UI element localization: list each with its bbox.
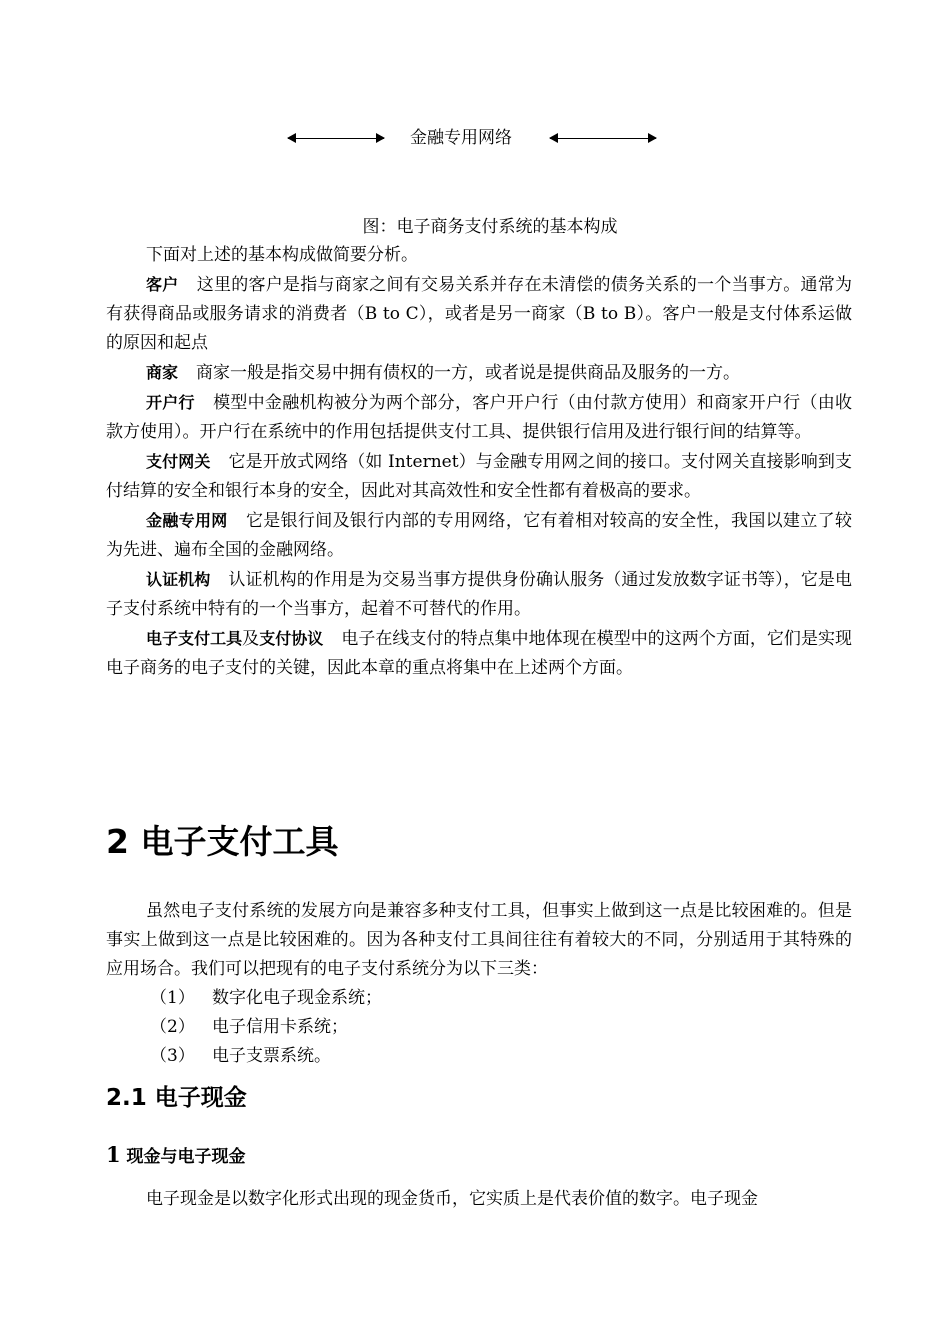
subsubsection-number: 1 <box>106 1142 121 1167</box>
definition-text: 模型中金融机构被分为两个部分，客户开户行（由付款方使用）和商家开户行（由收款方使用）。开户行在系统中的作用包括提供支付工具、提供银行信用及进行银行间的结算等。 <box>106 393 852 442</box>
list-number: （2） <box>150 1017 195 1037</box>
section-paragraph: 虽然电子支付系统的发展方向是兼容多种支付工具，但事实上做到这一点是比较困难的。但是事实上做到这一点是比较困难的。因为各种支付工具间往往有着较大的不同，分别适用于其特殊的应用场合。我们可以把现有的电子支付系统分为以下三类： <box>106 901 852 979</box>
term-label: 金融专用网 <box>146 511 228 530</box>
subsubsection-paragraph: 电子现金是以数字化形式出现的现金货币，它实质上是代表价值的数字。电子现金 <box>146 1189 758 1209</box>
list-number: （1） <box>150 988 195 1008</box>
list-text: 电子信用卡系统； <box>212 1017 348 1037</box>
double-arrow-right <box>550 138 656 139</box>
subsubsection-body <box>106 1185 852 1214</box>
list-text: 电子支票系统。 <box>212 1046 331 1066</box>
term-label: 支付网关 <box>146 452 211 471</box>
definition-merchant <box>106 358 852 388</box>
definition-ca <box>106 565 852 624</box>
subsubsection-heading <box>106 1140 246 1172</box>
definition-text: 商家一般是指交易中拥有债权的一方，或者说是提供商品及服务的一方。 <box>196 363 741 383</box>
section-body <box>106 897 852 984</box>
list-number: （3） <box>150 1046 195 1066</box>
analysis-block <box>106 241 852 683</box>
definition-text: 电子在线支付的特点集中地体现在模型中的这两个方面，它们是实现电子商务的电子支付的关键，因此本章的重点将集中在上述两个方面。 <box>106 629 853 678</box>
term-label: 客户 <box>146 275 179 294</box>
network-label: 金融专用网络 <box>410 128 512 148</box>
list-item <box>150 984 382 1013</box>
definition-gateway <box>106 447 852 506</box>
list-item <box>150 1042 382 1071</box>
term-label: 商家 <box>146 363 179 382</box>
definition-bank <box>106 388 852 447</box>
list-text: 数字化电子现金系统； <box>212 988 382 1008</box>
intro-paragraph: 下面对上述的基本构成做简要分析。 <box>146 245 418 265</box>
section-heading: 2 电子支付工具 <box>106 822 339 861</box>
definition-tools-protocols <box>106 624 852 683</box>
definition-text: 它是开放式网络（如 Internet）与金融专用网之间的接口。支付网关直接影响到支付结算的安全和银行本身的安全，因此对其高效性和安全性都有着极高的要求。 <box>106 452 852 501</box>
definition-text: 认证机构的作用是为交易当事方提供身份确认服务（通过发放数字证书等），它是电子支付系统中特有的一个当事方，起着不可替代的作用。 <box>106 570 852 619</box>
definition-financial-network <box>106 506 852 565</box>
definition-customer <box>106 270 852 358</box>
subsubsection-title: 现金与电子现金 <box>126 1147 246 1167</box>
payment-system-list <box>150 984 382 1071</box>
term-label: 认证机构 <box>146 570 211 589</box>
term-label: 支付协议 <box>259 629 324 648</box>
subsection-heading: 2.1 电子现金 <box>106 1085 247 1111</box>
list-item <box>150 1013 382 1042</box>
figure-caption: 图：电子商务支付系统的基本构成 <box>362 217 618 237</box>
definition-text: 它是银行间及银行内部的专用网络，它有着相对较高的安全性，我国以建立了较为先进、遍布全国的金融网络。 <box>106 511 852 560</box>
term-label: 电子支付工具 <box>146 629 243 648</box>
double-arrow-left <box>288 138 384 139</box>
diagram-network-row <box>288 125 658 153</box>
definition-text: 这里的客户是指与商家之间有交易关系并存在未清偿的债务关系的一个当事方。通常为有获得商品或服务请求的消费者（B to C），或者是另一商家（B to B）。客户一般是支付体系运做的原因和起点 <box>106 275 852 353</box>
term-label: 开户行 <box>146 393 195 412</box>
joiner-text: 及 <box>242 629 260 649</box>
